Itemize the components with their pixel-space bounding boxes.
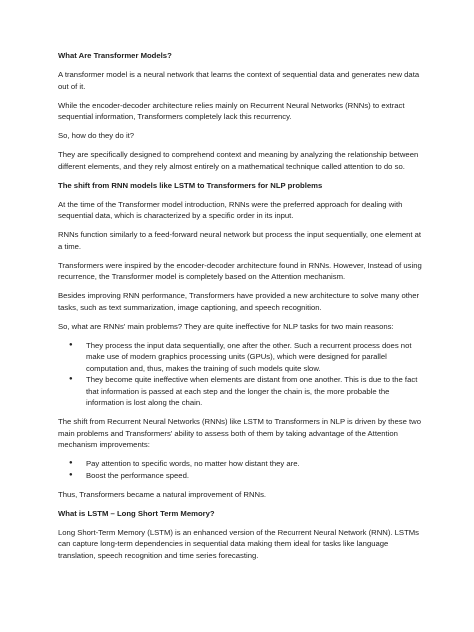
bullet-item: ● Pay attention to specific words, no matter how distant they are.: [58, 458, 424, 470]
paragraph-natural-improvement: Thus, Transformers became a natural improvement of RNNs.: [58, 489, 267, 499]
paragraph-transformer-definition: A transformer model is a neural network that learns the context of sequential data and generates new data out of it.: [58, 70, 420, 91]
paragraph-attention: They are specifically designed to comprehend context and meaning by analyzing the relationship between different elements, and they rely almost entirely on a mathematical technique called attention to do so.: [58, 150, 419, 171]
paragraph-rnn-preferred: At the time of the Transformer model introduction, RNNs were the preferred approach for dealing with sequential data, which is characterized by a specific order in its input.: [58, 199, 403, 220]
heading-what-is-lstm: What is LSTM – Long Short Term Memory?: [58, 508, 215, 518]
paragraph-transformers-inspired: Transformers were inspired by the encoder-decoder architecture found in RNNs. However, Instead of using recurrence, the Transformer model is completely based on the Attention mechanism.: [58, 260, 422, 281]
heading-rnn-to-transformers: The shift from RNN models like LSTM to Transformers for NLP problems: [58, 180, 323, 190]
paragraph-new-architecture: Besides improving RNN performance, Transformers have provided a new architecture to solve many other tasks, such as text summarization, image captioning, and speech recognition.: [58, 291, 420, 312]
paragraph-rnn-function: RNNs function similarly to a feed-forward neural network but process the input sequentially, one element at a time.: [58, 230, 422, 251]
bullet-item: ● They process the input data sequentially, one after the other. Such a recurrent process does not make use of modern graphics processing units (GPUs), which were designed for parallel computation and, thus, makes the training of such models quite slow.: [58, 340, 424, 375]
paragraph-how-question: So, how do they do it?: [58, 131, 135, 140]
paragraph-encoder-decoder: While the encoder-decoder architecture relies mainly on Recurrent Neural Networks (RNNs) to extract sequential information, Transformers completely lack this recurrency.: [58, 100, 405, 121]
bullet-item: ● Boost the performance speed.: [58, 470, 424, 482]
bullet-item: ● They become quite ineffective when elements are distant from one another. This is due to the fact that information is passed at each step and the longer the chain is, the more probable the information is lost along the chain.: [58, 374, 424, 409]
bullet-list-attention-improvements: [58, 458, 424, 481]
heading-what-are-transformers: What Are Transformer Models?: [58, 51, 172, 60]
paragraph-rnn-problems: So, what are RNNs' main problems? They are quite ineffective for NLP tasks for two main reasons:: [58, 321, 394, 331]
paragraph-shift-driven: The shift from Recurrent Neural Networks (RNNs) like LSTM to Transformers in NLP is driven by these two main problems and Transformers' ability to assess both of them by taking advantage of the Attention mechanism improvements:: [58, 417, 421, 449]
paragraph-lstm-definition: Long Short-Term Memory (LSTM) is an enhanced version of the Recurrent Neural Network (RNN). LSTMs can capture long-term dependencies in sequential data making them ideal for tasks like language translation, speech recognition and time series forecasting.: [58, 527, 420, 560]
bullet-list-rnn-problems: [58, 340, 424, 409]
